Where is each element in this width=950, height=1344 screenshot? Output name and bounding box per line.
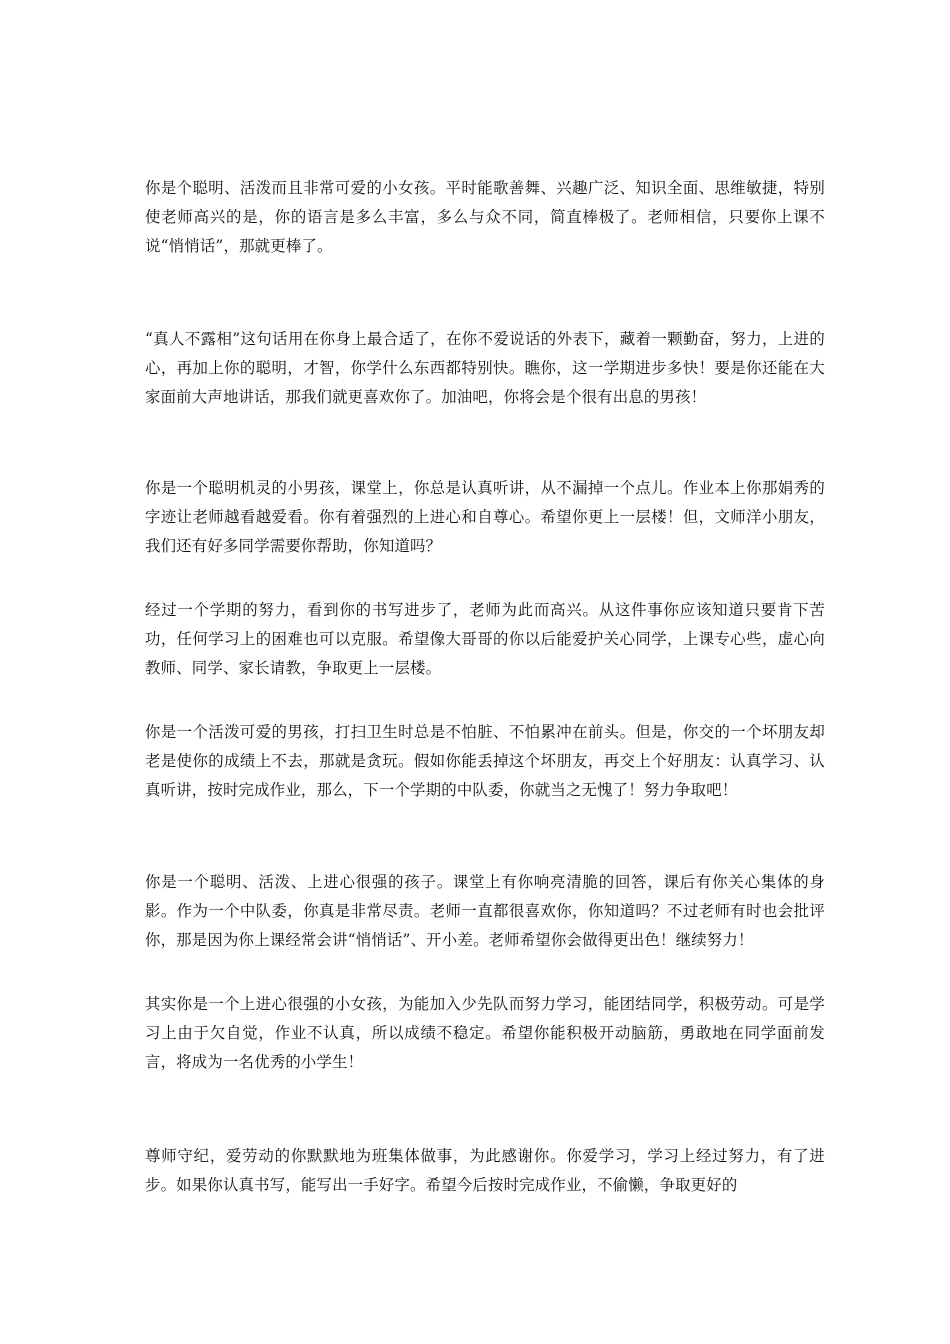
comment-paragraph-4: 经过一个学期的努力，看到你的书写进步了，老师为此而高兴。从这件事你应该知道只要肯下苦功，任何学习上的困难也可以克服。希望像大哥哥的你以后能爱护关心同学，上课专心些，虚心向教师、同学、家长请教，争取更上一层楼。 — [145, 601, 825, 677]
comment-paragraph-3: 你是一个聪明机灵的小男孩，课堂上，你总是认真听讲，从不漏掉一个点儿。作业本上你那娟秀的字迹让老师越看越爱看。你有着强烈的上进心和自尊心。希望你更上一层楼！但，文师洋小朋友，我们还有好多同学需要你帮助，你知道吗？ — [145, 479, 825, 555]
comment-paragraph-7: 其实你是一个上进心很强的小女孩，为能加入少先队而努力学习，能团结同学，积极劳动。可是学习上由于欠自觉，作业不认真，所以成绩不稳定。希望你能积极开动脑筋，勇敢地在同学面前发言，将成为一名优秀的小学生！ — [145, 995, 825, 1071]
comment-paragraph-1: 你是个聪明、活泼而且非常可爱的小女孩。平时能歌善舞、兴趣广泛、知识全面、思维敏捷，特别使老师高兴的是，你的语言是多么丰富，多么与众不同，简直棒极了。老师相信，只要你上课不说“悄悄话”，那就更棒了。 — [145, 179, 825, 255]
comment-paragraph-6: 你是一个聪明、活泼、上进心很强的孩子。课堂上有你响亮清脆的回答，课后有你关心集体的身影。作为一个中队委，你真是非常尽责。老师一直都很喜欢你，你知道吗？不过老师有时也会批评你，那是因为你上课经常会讲“悄悄话”、开小差。老师希望你会做得更出色！继续努力！ — [145, 873, 825, 949]
comment-paragraph-5: 你是一个活泼可爱的男孩，打扫卫生时总是不怕脏、不怕累冲在前头。但是，你交的一个坏朋友却老是使你的成绩上不去，那就是贪玩。假如你能丢掉这个坏朋友，再交上个好朋友：认真学习、认真听讲，按时完成作业，那么，下一个学期的中队委，你就当之无愧了！努力争取吧！ — [145, 723, 825, 799]
comment-paragraph-2: “真人不露相”这句话用在你身上最合适了，在你不爱说话的外表下，藏着一颗勤奋，努力，上进的心，再加上你的聪明，才智，你学什么东西都特别快。瞧你，这一学期进步多快！要是你还能在大家面前大声地讲话，那我们就更喜欢你了。加油吧，你将会是个很有出息的男孩！ — [145, 330, 825, 406]
comment-paragraph-8: 尊师守纪，爱劳动的你默默地为班集体做事，为此感谢你。你爱学习，学习上经过努力，有了进步。如果你认真书写，能写出一手好字。希望今后按时完成作业，不偷懒，争取更好的 — [145, 1147, 825, 1194]
